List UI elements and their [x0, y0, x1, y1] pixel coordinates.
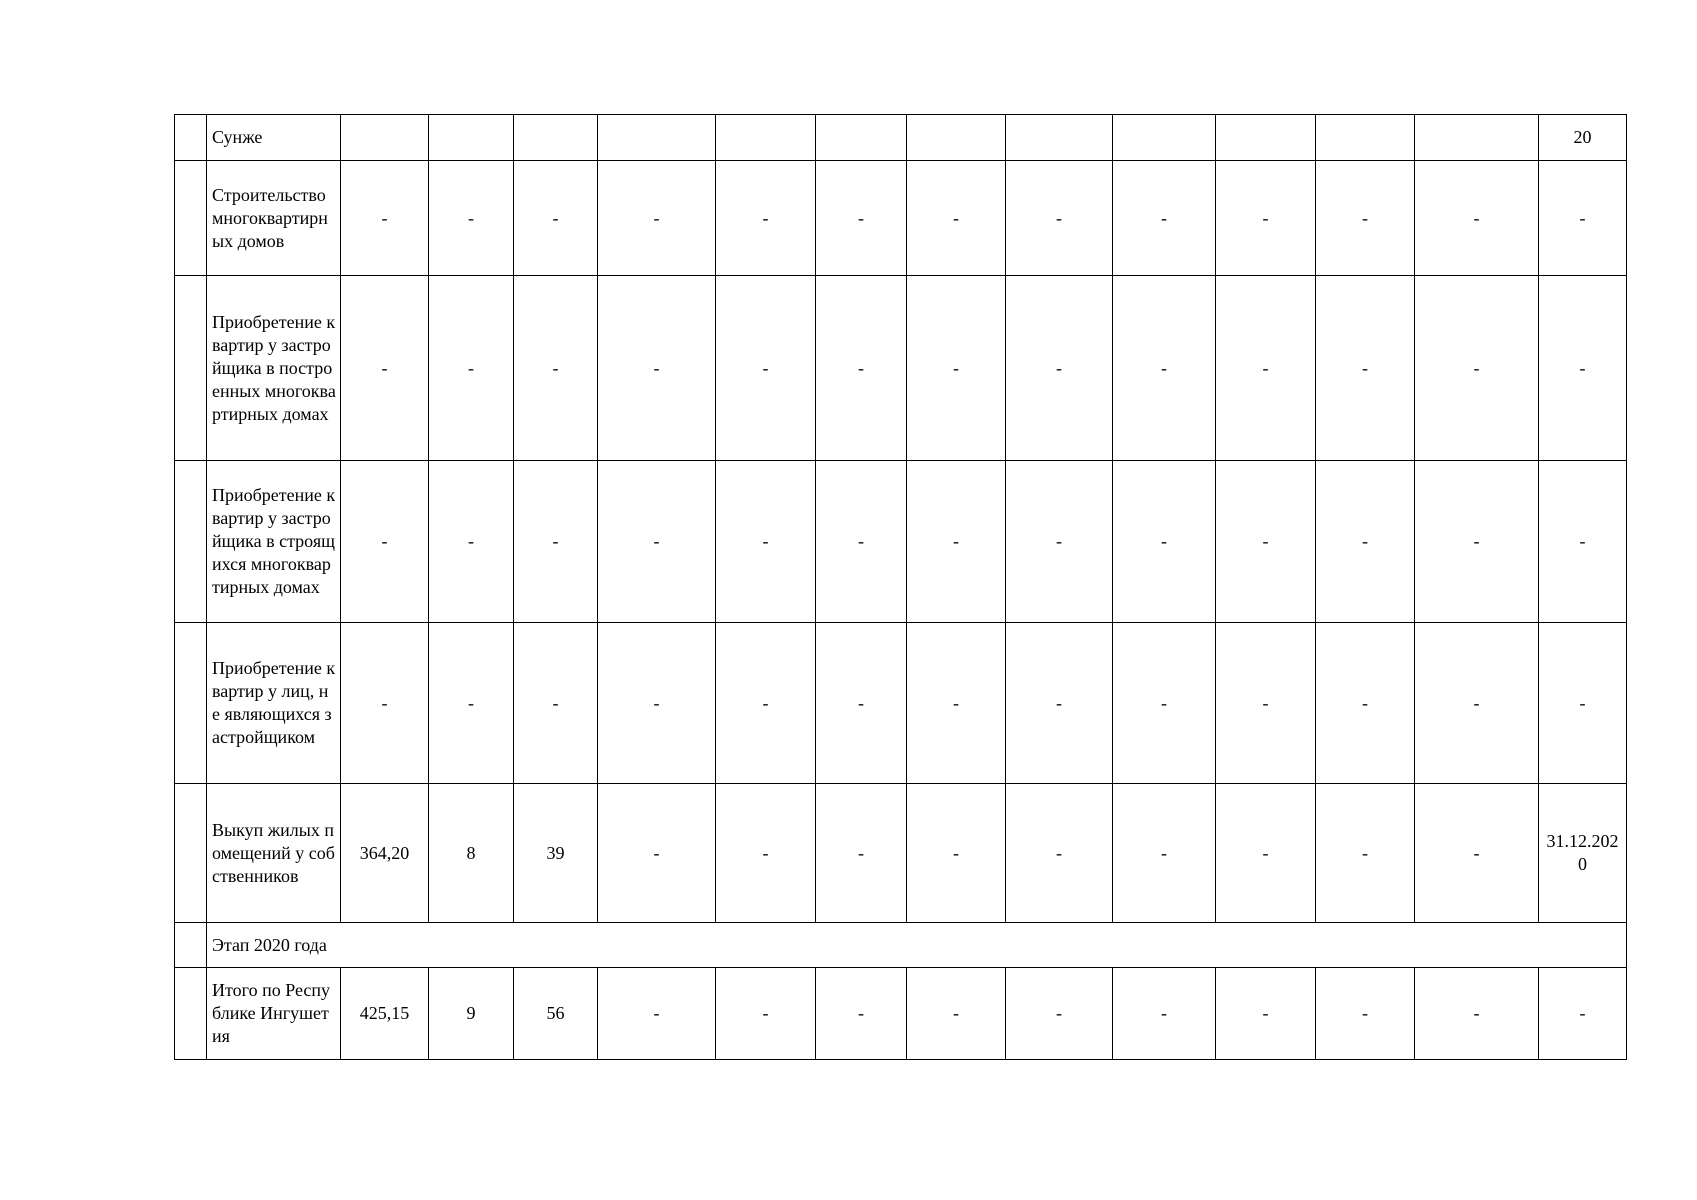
value-cell: - [1113, 623, 1216, 784]
value-cell: - [514, 461, 598, 623]
value-cell: - [1316, 623, 1415, 784]
value-cell: - [1415, 784, 1539, 923]
table-row [175, 461, 1627, 623]
value-cell: - [341, 623, 429, 784]
table-row [175, 161, 1627, 276]
value-cell: - [341, 161, 429, 276]
value-cell: - [514, 276, 598, 461]
stage-label: Этап 2020 года [207, 923, 1627, 968]
row-number-cell [175, 784, 207, 923]
value-cell: - [1216, 623, 1316, 784]
value-cell: - [1539, 276, 1627, 461]
value-cell: - [1316, 276, 1415, 461]
value-cell [1006, 115, 1113, 161]
value-cell: - [598, 784, 716, 923]
value-cell: - [598, 161, 716, 276]
total-value-cell: - [1539, 968, 1627, 1060]
value-cell: - [907, 461, 1006, 623]
value-cell: - [716, 461, 816, 623]
value-cell: - [598, 276, 716, 461]
value-cell [907, 115, 1006, 161]
value-cell: - [816, 161, 907, 276]
value-cell: - [1006, 161, 1113, 276]
value-cell [816, 115, 907, 161]
value-cell: - [816, 623, 907, 784]
value-cell: 20 [1539, 115, 1627, 161]
value-cell: - [1006, 276, 1113, 461]
value-cell: 364,20 [341, 784, 429, 923]
value-cell: - [1216, 161, 1316, 276]
value-cell: - [1316, 461, 1415, 623]
value-cell: - [429, 161, 514, 276]
row-name-cell: Приобретение квартир у застройщика в построенных многоквартирных домах [207, 276, 341, 461]
value-cell: - [716, 276, 816, 461]
value-cell: - [429, 623, 514, 784]
total-value-cell: 9 [429, 968, 514, 1060]
row-number-cell [175, 276, 207, 461]
value-cell: - [1415, 161, 1539, 276]
value-cell [514, 115, 598, 161]
value-cell: - [1539, 623, 1627, 784]
row-number-cell [175, 161, 207, 276]
row-name-cell: Приобретение квартир у застройщика в строящихся многоквартирных домах [207, 461, 341, 623]
value-cell: - [514, 623, 598, 784]
value-cell: - [1316, 161, 1415, 276]
value-cell: - [816, 461, 907, 623]
total-value-cell: - [1415, 968, 1539, 1060]
total-value-cell: 56 [514, 968, 598, 1060]
value-cell: - [907, 276, 1006, 461]
total-value-cell: - [816, 968, 907, 1060]
value-cell: - [1006, 461, 1113, 623]
table-row [175, 784, 1627, 923]
value-cell: - [341, 461, 429, 623]
value-cell: - [1216, 276, 1316, 461]
value-cell [1113, 115, 1216, 161]
value-cell: - [1539, 161, 1627, 276]
value-cell: - [816, 784, 907, 923]
value-cell: 31.12.2020 [1539, 784, 1627, 923]
data-table [174, 114, 1627, 1060]
value-cell: - [598, 461, 716, 623]
value-cell: - [1113, 161, 1216, 276]
value-cell: - [716, 161, 816, 276]
row-name-cell: Строительство многоквартирных домов [207, 161, 341, 276]
row-number-cell [175, 623, 207, 784]
total-value-cell: - [716, 968, 816, 1060]
row-number-cell [175, 923, 207, 968]
value-cell: - [429, 461, 514, 623]
table-row [175, 276, 1627, 461]
total-value-cell: - [1006, 968, 1113, 1060]
value-cell: - [1216, 784, 1316, 923]
value-cell: - [816, 276, 907, 461]
value-cell: - [1113, 276, 1216, 461]
value-cell: - [429, 276, 514, 461]
row-name-cell: Выкуп жилых помещений у собственников [207, 784, 341, 923]
total-name-cell: Итого по Республике Ингушетия [207, 968, 341, 1060]
value-cell: - [341, 276, 429, 461]
stage-row [175, 923, 1627, 968]
row-name-cell: Сунже [207, 115, 341, 161]
row-number-cell [175, 968, 207, 1060]
value-cell [341, 115, 429, 161]
row-number-cell [175, 461, 207, 623]
value-cell: - [1113, 784, 1216, 923]
total-value-cell: - [1216, 968, 1316, 1060]
value-cell: 39 [514, 784, 598, 923]
value-cell: - [1415, 276, 1539, 461]
row-number-cell [175, 115, 207, 161]
value-cell: - [1539, 461, 1627, 623]
value-cell: - [716, 623, 816, 784]
total-value-cell: - [1113, 968, 1216, 1060]
value-cell [598, 115, 716, 161]
total-value-cell: - [1316, 968, 1415, 1060]
value-cell: - [1113, 461, 1216, 623]
value-cell [716, 115, 816, 161]
total-value-cell: 425,15 [341, 968, 429, 1060]
value-cell: - [907, 161, 1006, 276]
value-cell [1316, 115, 1415, 161]
table-row [175, 115, 1627, 161]
value-cell [429, 115, 514, 161]
value-cell: - [1006, 623, 1113, 784]
value-cell [1415, 115, 1539, 161]
value-cell: - [1415, 461, 1539, 623]
total-row [175, 968, 1627, 1060]
value-cell: - [1216, 461, 1316, 623]
value-cell: - [907, 623, 1006, 784]
value-cell: - [514, 161, 598, 276]
total-value-cell: - [598, 968, 716, 1060]
value-cell [1216, 115, 1316, 161]
value-cell: - [598, 623, 716, 784]
table-row [175, 623, 1627, 784]
value-cell: - [1316, 784, 1415, 923]
value-cell: 8 [429, 784, 514, 923]
value-cell: - [716, 784, 816, 923]
total-value-cell: - [907, 968, 1006, 1060]
row-name-cell: Приобретение квартир у лиц, не являющихся застройщиком [207, 623, 341, 784]
value-cell: - [1415, 623, 1539, 784]
value-cell: - [1006, 784, 1113, 923]
value-cell: - [907, 784, 1006, 923]
